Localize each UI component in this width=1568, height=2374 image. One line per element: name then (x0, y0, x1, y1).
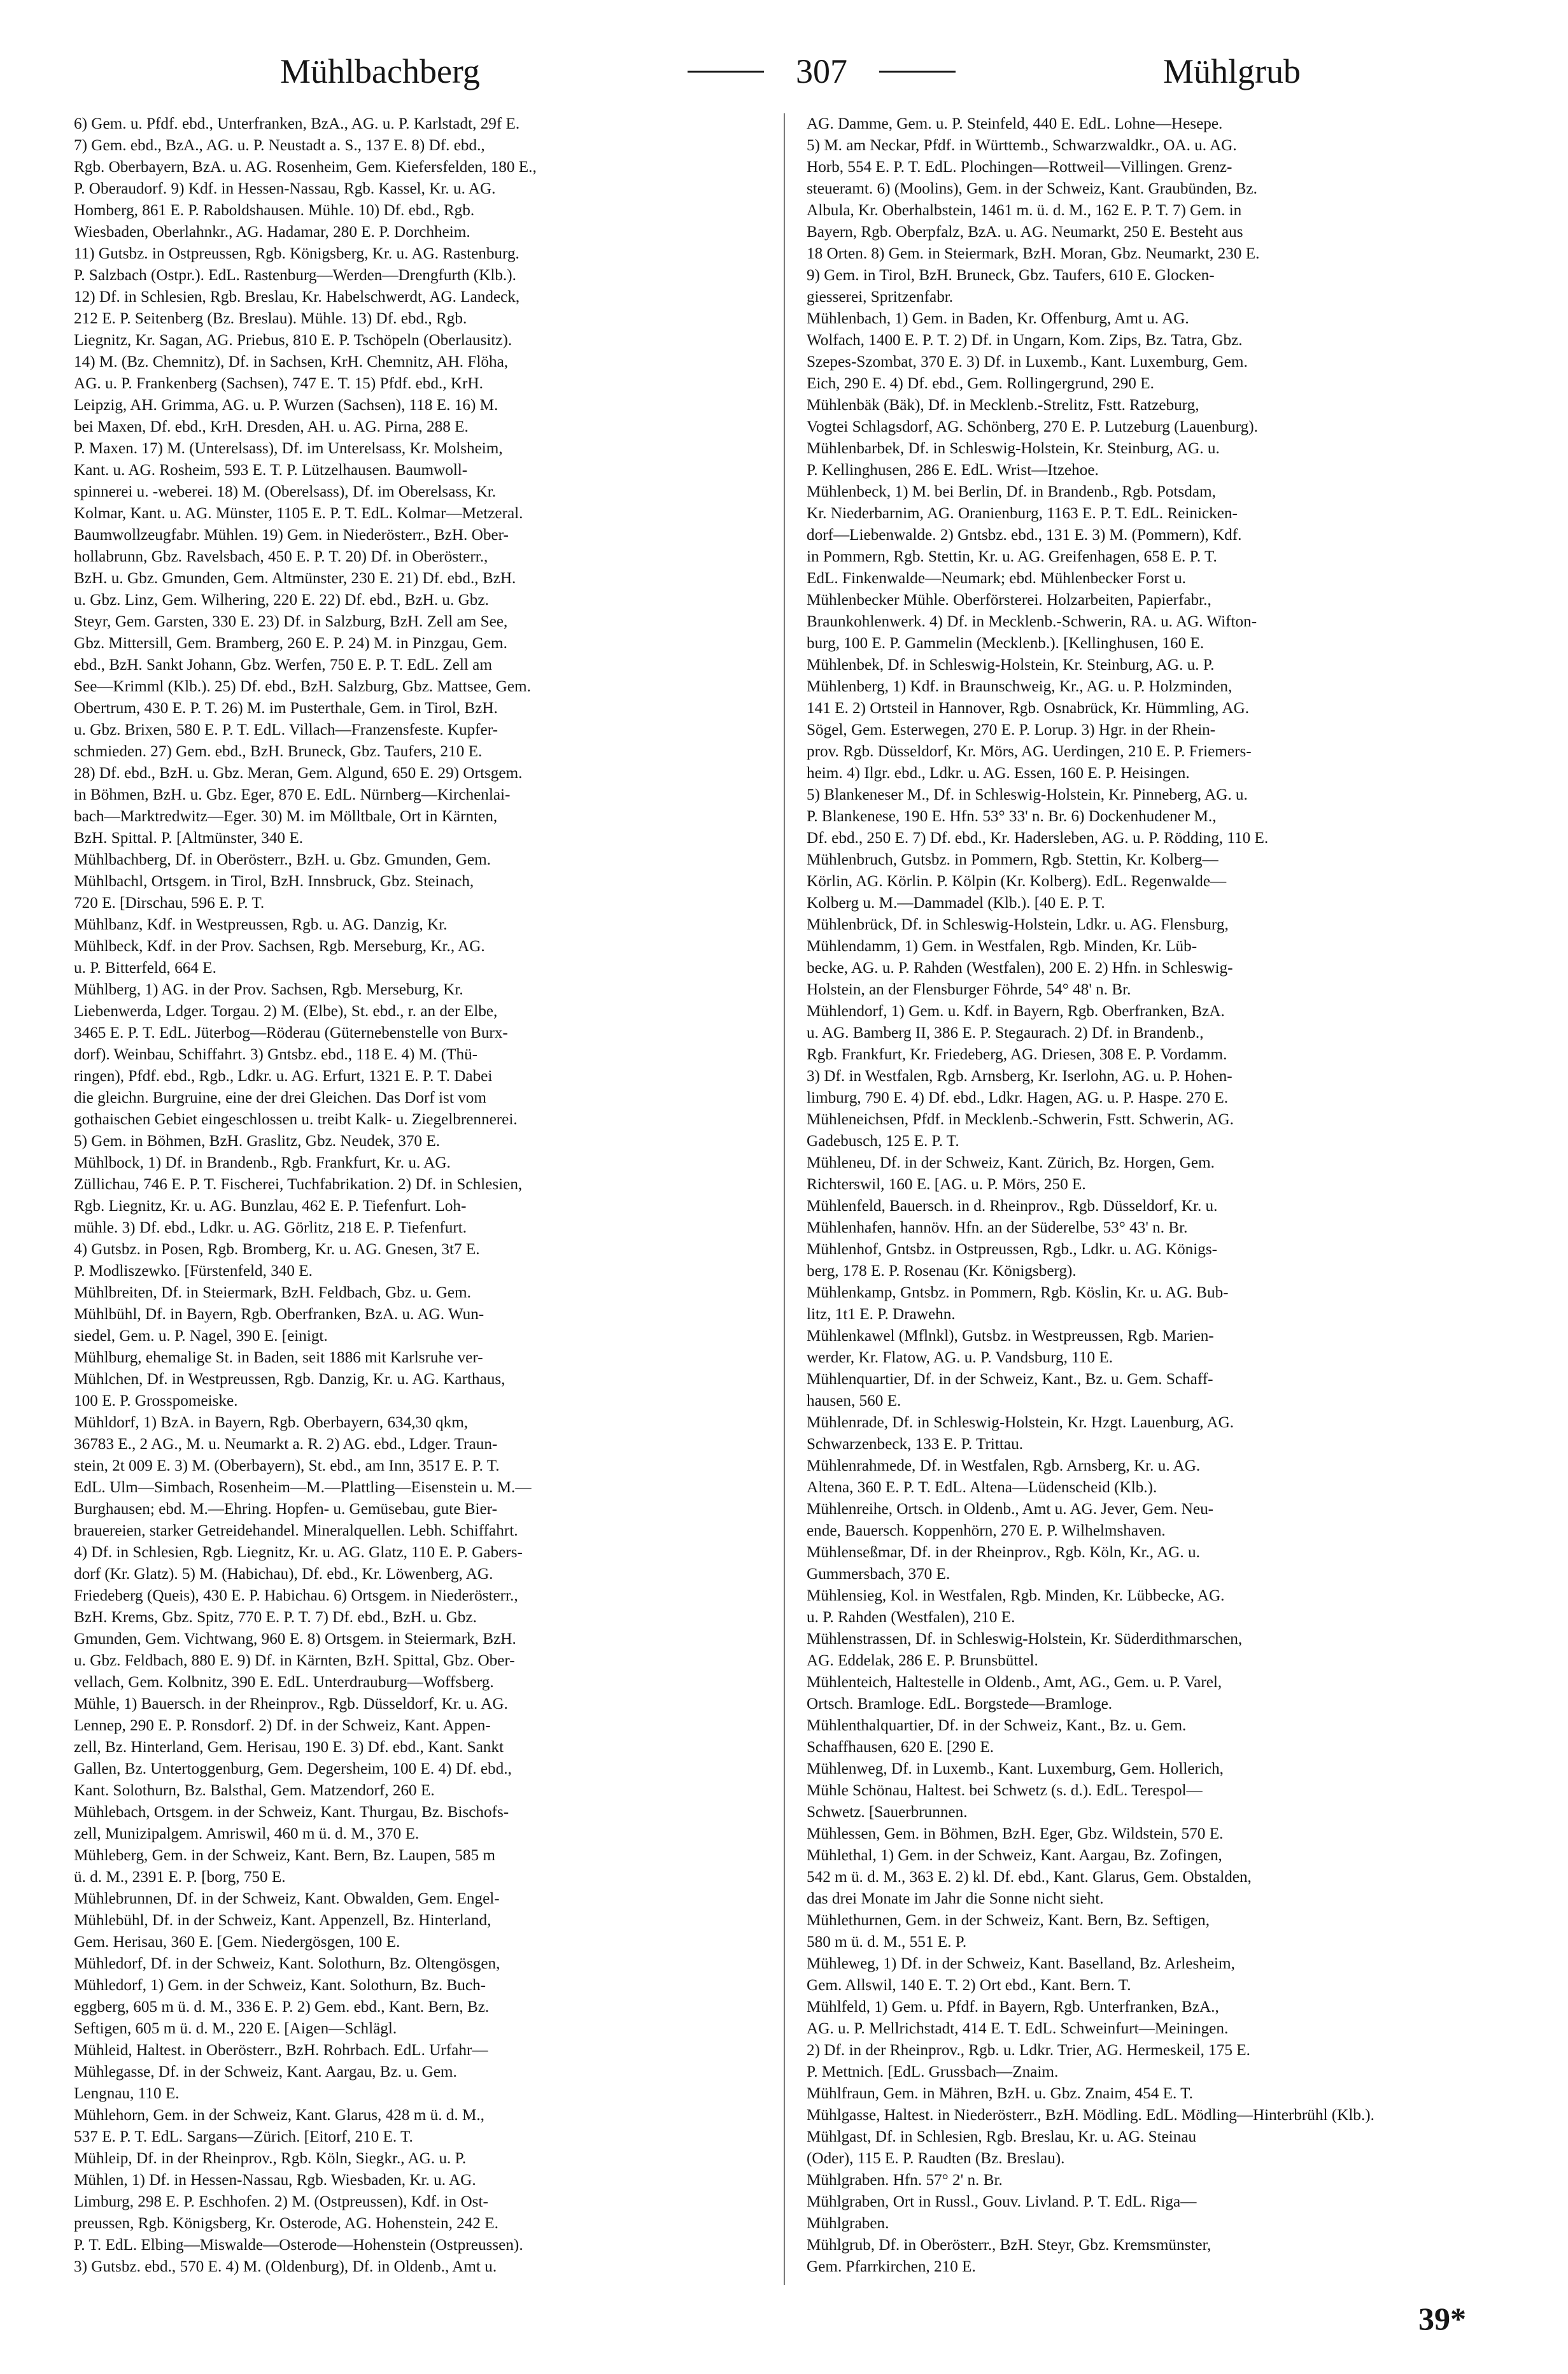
entry-line: u. P. Rahden (Westfalen), 210 E. (807, 1609, 1015, 1626)
entry-line: u. Gbz. Brixen, 580 E. P. T. EdL. Villach—Franzensfeste. Kupfer- (74, 721, 498, 738)
entry-line: 3) Gutsbz. ebd., 570 E. 4) M. (Oldenburg), Df. in Oldenb., Amt u. (74, 2258, 497, 2275)
entry-line: giesserei, Spritzenfabr. (807, 288, 954, 306)
entry-line: Liegnitz, Kr. Sagan, AG. Priebus, 810 E. P. Tschöpeln (Oberlausitz). (74, 332, 512, 349)
entry-line: P. Blankenese, 190 E. Hfn. 53° 33' n. Br. 6) Dockenhudener M., (807, 808, 1217, 825)
entry-line: Vogtei Schlagsdorf, AG. Schönberg, 270 E. P. Lutzeburg (Lauenburg). (807, 418, 1258, 435)
entry-line: Kolberg u. M.—Dammadel (Klb.). [40 E. P. T. (807, 894, 1105, 912)
entry-line: zell, Munizipalgem. Amriswil, 460 m ü. d. M., 370 E. (74, 1825, 420, 1842)
entry-line: Mühle Schönau, Haltest. bei Schwetz (s. d.). EdL. Terespol— (807, 1782, 1203, 1799)
entry-line: u. Gbz. Feldbach, 880 E. 9) Df. in Kärnten, BzH. Spittal, Gbz. Ober- (74, 1652, 515, 1669)
entry-line: hollabrunn, Gbz. Ravelsbach, 450 E. P. T. 20) Df. in Oberösterr., (74, 548, 488, 565)
entry-line: (Oder), 115 E. P. Raudten (Bz. Breslau). (807, 2150, 1065, 2167)
entry-line: werder, Kr. Flatow, AG. u. P. Vandsburg, 110 E. (807, 1349, 1113, 1366)
entry-line: Mühlenthalquartier, Df. in der Schweiz, Kant., Bz. u. Gem. (807, 1717, 1187, 1734)
entry-line: dorf). Weinbau, Schiffahrt. 3) Gntsbz. ebd., 118 E. 4) M. (Thü- (74, 1046, 478, 1063)
entry-line: becke, AG. u. P. Rahden (Westfalen), 200 E. 2) Hfn. in Schleswig- (807, 959, 1233, 977)
entry-line: Sögel, Gem. Esterwegen, 270 E. P. Lorup. 3) Hgr. in der Rhein- (807, 721, 1216, 738)
entry-line: P. Maxen. 17) M. (Unterelsass), Df. im Unterelsass, Kr. Molsheim, (74, 440, 503, 457)
entry-line: Gem. Pfarrkirchen, 210 E. (807, 2258, 976, 2275)
entry-line: Mühldorf, 1) BzA. in Bayern, Rgb. Oberbayern, 634,30 qkm, (74, 1414, 469, 1431)
entry-line: in Böhmen, BzH. u. Gbz. Eger, 870 E. EdL. Nürnberg—Kirchenlai- (74, 786, 511, 803)
entry-line: 28) Df. ebd., BzH. u. Gbz. Meran, Gem. Algund, 650 E. 29) Ortsgem. (74, 765, 523, 782)
entry-line: Gmunden, Gem. Vichtwang, 960 E. 8) Ortsgem. in Steiermark, BzH. (74, 1630, 516, 1648)
entry-line: Schwarzenbeck, 133 E. P. Trittau. (807, 1436, 1023, 1453)
entry-line: 141 E. 2) Ortsteil in Hannover, Rgb. Osnabrück, Kr. Hümmling, AG. (807, 700, 1250, 717)
entry-line: Gallen, Bz. Untertoggenburg, Gem. Degersheim, 100 E. 4) Df. ebd., (74, 1760, 512, 1777)
entry-line: EdL. Finkenwalde—Neumark; ebd. Mühlenbecker Forst u. (807, 570, 1186, 587)
entry-line: Mühlenberg, 1) Kdf. in Braunschweig, Kr., AG. u. P. Holzminden, (807, 678, 1233, 695)
entry-line: Mühlenweg, Df. in Luxemb., Kant. Luxemburg, Gem. Hollerich, (807, 1760, 1224, 1777)
entry-line: Horb, 554 E. P. T. EdL. Plochingen—Rottweil—Villingen. Grenz- (807, 159, 1233, 176)
entry-line: berg, 178 E. P. Rosenau (Kr. Königsberg). (807, 1262, 1077, 1280)
page-number: 307 (795, 52, 847, 90)
entry-line: Gadebusch, 125 E. P. T. (807, 1133, 959, 1150)
entry-line: Albula, Kr. Oberhalbstein, 1461 m. ü. d. M., 162 E. P. T. 7) Gem. in (807, 202, 1242, 219)
entry-line: Mühlfraun, Gem. in Mähren, BzH. u. Gbz. Znaim, 454 E. T. (807, 2085, 1193, 2102)
entry-line: ende, Bauersch. Koppenhörn, 270 E. P. Wilhelmshaven. (807, 1522, 1166, 1539)
entry-line: Mühlenbarbek, Df. in Schleswig-Holstein, Kr. Steinburg, AG. u. (807, 440, 1220, 457)
entry-line: steueramt. 6) (Moolins), Gem. in der Schweiz, Kant. Graubünden, Bz. (807, 180, 1257, 197)
entry-line: Lennep, 290 E. P. Ronsdorf. 2) Df. in der Schweiz, Kant. Appen- (74, 1717, 491, 1734)
entry-line: AG. Eddelak, 286 E. P. Brunsbüttel. (807, 1652, 1038, 1669)
entry-line: Baumwollzeugfabr. Mühlen. 19) Gem. in Niederösterr., BzH. Ober- (74, 526, 509, 544)
entry-line: Gbz. Mittersill, Gem. Bramberg, 260 E. P. 24) M. in Pinzgau, Gem. (74, 635, 507, 652)
entry-line: Mühlgraben. (807, 2215, 889, 2232)
header-page-number-group (688, 52, 956, 91)
entry-line: 3) Df. in Westfalen, Rgb. Arnsberg, Kr. Iserlohn, AG. u. P. Hohen- (807, 1068, 1233, 1085)
entry-line: Wiesbaden, Oberlahnkr., AG. Hadamar, 280 E. P. Dorchheim. (74, 223, 470, 241)
entry-line: 100 E. P. Grosspomeiske. (74, 1392, 238, 1410)
entry-line: Mühlenbach, 1) Gem. in Baden, Kr. Offenburg, Amt u. AG. (807, 310, 1189, 327)
entry-line: Obertrum, 430 E. P. T. 26) M. im Pusterthale, Gem. in Tirol, BzH. (74, 700, 498, 717)
entry-line: Mühlgraben, Ort in Russl., Gouv. Livland. P. T. EdL. Riga— (807, 2193, 1197, 2210)
entry-line: Mühleid, Haltest. in Oberösterr., BzH. Rohrbach. EdL. Urfahr— (74, 2042, 488, 2059)
entry-line: Mühlenkawel (Mflnkl), Gutsbz. in Westpreussen, Rgb. Marien- (807, 1327, 1214, 1345)
entry-line: Mühlbeck, Kdf. in der Prov. Sachsen, Rgb. Merseburg, Kr., AG. (74, 938, 485, 955)
entry-line: Gummersbach, 370 E. (807, 1565, 950, 1583)
entry-line: Mühlebrunnen, Df. in der Schweiz, Kant. Obwalden, Gem. Engel- (74, 1890, 500, 1907)
entry-line: mühle. 3) Df. ebd., Ldkr. u. AG. Görlitz, 218 E. P. Tiefenfurt. (74, 1219, 467, 1236)
entry-line: Mühlenquartier, Df. in der Schweiz, Kant., Bz. u. Gem. Schaff- (807, 1371, 1213, 1388)
entry-line: ringen), Pfdf. ebd., Rgb., Ldkr. u. AG. Erfurt, 1321 E. P. T. Dabei (74, 1068, 493, 1085)
entry-line: ü. d. M., 2391 E. P. [borg, 750 E. (74, 1869, 286, 1886)
column-divider (784, 113, 785, 2285)
entry-line: die gleichn. Burgruine, eine der drei Gleichen. Das Dorf ist vom (74, 1089, 486, 1106)
entry-line: EdL. Ulm—Simbach, Rosenheim—M.—Plattling—Eisenstein u. M.— (74, 1479, 532, 1496)
entry-line: Mühlessen, Gem. in Böhmen, BzH. Eger, Gbz. Wildstein, 570 E. (807, 1825, 1224, 1842)
entry-line: Mühlethal, 1) Gem. in der Schweiz, Kant. Aargau, Bz. Zofingen, (807, 1847, 1222, 1864)
entry-line: Szepes-Szombat, 370 E. 3) Df. in Luxemb., Kant. Luxemburg, Gem. (807, 353, 1248, 371)
entry-line: Gem. Herisau, 360 E. [Gem. Niedergösgen, 100 E. (74, 1933, 400, 1951)
entry-line: Homberg, 861 E. P. Raboldshausen. Mühle. 10) Df. ebd., Rgb. (74, 202, 475, 219)
entry-line: stein, 2t 009 E. 3) M. (Oberbayern), St. ebd., am Inn, 3517 E. P. T. (74, 1457, 500, 1474)
entry-line: Mühlenbruch, Gutsbz. in Pommern, Rgb. Stettin, Kr. Kolberg— (807, 851, 1218, 868)
entry-line: Mühlfeld, 1) Gem. u. Pfdf. in Bayern, Rgb. Unterfranken, BzA., (807, 1998, 1219, 2016)
entry-line: Mühleberg, Gem. in der Schweiz, Kant. Bern, Bz. Laupen, 585 m (74, 1847, 495, 1864)
entry-line: 537 E. P. T. EdL. Sargans—Zürich. [Eitorf, 210 E. T. (74, 2128, 413, 2145)
entry-line: Leipzig, AH. Grimma, AG. u. P. Wurzen (Sachsen), 118 E. 16) M. (74, 397, 498, 414)
entry-line: Körlin, AG. Körlin. P. Kölpin (Kr. Kolberg). EdL. Regenwalde— (807, 873, 1227, 890)
entry-line: P. Oberaudorf. 9) Kdf. in Hessen-Nassau, Rgb. Kassel, Kr. u. AG. (74, 180, 496, 197)
entry-line: Mühlethurnen, Gem. in der Schweiz, Kant. Bern, Bz. Seftigen, (807, 1912, 1210, 1929)
header-right-catchword: Mühlgrub (1163, 52, 1301, 90)
entry-line: 4) Gutsbz. in Posen, Rgb. Bromberg, Kr. u. AG. Gnesen, 3t7 E. (74, 1241, 480, 1258)
entry-line: siedel, Gem. u. P. Nagel, 390 E. [einigt. (74, 1327, 328, 1345)
entry-line: Mühlgast, Df. in Schlesien, Rgb. Breslau, Kr. u. AG. Steinau (807, 2128, 1197, 2145)
entry-line: Mühlbock, 1) Df. in Brandenb., Rgb. Frankfurt, Kr. u. AG. (74, 1154, 451, 1171)
entry-line: 36783 E., 2 AG., M. u. Neumarkt a. R. 2) AG. ebd., Ldger. Traun- (74, 1436, 498, 1453)
entry-line: spinnerei u. -weberei. 18) M. (Oberelsass), Df. im Oberelsass, Kr. (74, 483, 497, 500)
entry-line: Mühlgraben. Hfn. 57° 2' n. Br. (807, 2172, 1003, 2189)
header-dash-left (688, 71, 764, 73)
entry-line: Mühlenbrück, Df. in Schleswig-Holstein, Ldkr. u. AG. Flensburg, (807, 916, 1229, 933)
entry-line: BzH. Spittal. P. [Altmünster, 340 E. (74, 830, 304, 847)
entry-line: Mühledorf, Df. in der Schweiz, Kant. Solothurn, Bz. Oltengösgen, (74, 1955, 500, 1972)
entry-line: 12) Df. in Schlesien, Rgb. Breslau, Kr. Habelschwerdt, AG. Landeck, (74, 288, 520, 306)
entry-line: 3465 E. P. T. EdL. Jüterbog—Röderau (Güternebenstelle von Burx- (74, 1024, 508, 1042)
entry-line: in Pommern, Rgb. Stettin, Kr. u. AG. Greifenhagen, 658 E. P. T. (807, 548, 1217, 565)
entry-line: schmieden. 27) Gem. ebd., BzH. Bruneck, Gbz. Taufers, 210 E. (74, 743, 483, 760)
entry-line: Mühlbreiten, Df. in Steiermark, BzH. Feldbach, Gbz. u. Gem. (74, 1284, 471, 1301)
entry-line: Schwetz. [Sauerbrunnen. (807, 1804, 968, 1821)
entry-line: ebd., BzH. Sankt Johann, Gbz. Werfen, 750 E. P. T. EdL. Zell am (74, 656, 492, 674)
entry-line: AG. u. P. Mellrichstadt, 414 E. T. EdL. Schweinfurt—Meiningen. (807, 2020, 1229, 2037)
entry-line: Df. ebd., 250 E. 7) Df. ebd., Kr. Hadersleben, AG. u. P. Rödding, 110 E. (807, 830, 1269, 847)
entry-line: Ortsch. Bramloge. EdL. Borgstede—Bramloge. (807, 1695, 1113, 1713)
entry-line: Mühlgasse, Haltest. in Niederösterr., BzH. Mödling. EdL. Mödling—Hinterbrühl (Klb.). (807, 2107, 1374, 2124)
entry-line: Richterswil, 160 E. [AG. u. P. Mörs, 250 E. (807, 1176, 1086, 1193)
entry-line: See—Krimml (Klb.). 25) Df. ebd., BzH. Salzburg, Gbz. Mattsee, Gem. (74, 678, 531, 695)
entry-line: Mühlen, 1) Df. in Hessen-Nassau, Rgb. Wiesbaden, Kr. u. AG. (74, 2172, 476, 2189)
entry-line: gothaischen Gebiet eingeschlossen u. treibt Kalk- u. Ziegelbrennerei. (74, 1111, 518, 1128)
entry-line: 542 m ü. d. M., 363 E. 2) kl. Df. ebd., Kant. Glarus, Gem. Obstalden, (807, 1869, 1252, 1886)
page-header (76, 46, 1492, 97)
entry-line: P. Mettnich. [EdL. Grussbach—Znaim. (807, 2063, 1059, 2081)
entry-line: Mühlbachberg, Df. in Oberösterr., BzH. u. Gbz. Gmunden, Gem. (74, 851, 491, 868)
entry-line: Mühlbachl, Ortsgem. in Tirol, BzH. Innsbruck, Gbz. Steinach, (74, 873, 474, 890)
entry-line: Mühlendamm, 1) Gem. in Westfalen, Rgb. Minden, Kr. Lüb- (807, 938, 1197, 955)
entry-line: Wolfach, 1400 E. P. T. 2) Df. in Ungarn, Kom. Zips, Bz. Tatra, Gbz. (807, 332, 1243, 349)
entry-line: Eich, 290 E. 4) Df. ebd., Gem. Rollingergrund, 290 E. (807, 375, 1154, 392)
entry-line: Rgb. Frankfurt, Kr. Friedeberg, AG. Driesen, 308 E. P. Vordamm. (807, 1046, 1227, 1063)
entry-line: Mühlendorf, 1) Gem. u. Kdf. in Bayern, Rgb. Oberfranken, BzA. (807, 1003, 1225, 1020)
entry-line: Mühlchen, Df. in Westpreussen, Rgb. Danzig, Kr. u. AG. Karthaus, (74, 1371, 505, 1388)
entry-line: preussen, Rgb. Königsberg, Kr. Osterode, AG. Hohenstein, 242 E. (74, 2215, 498, 2232)
entry-line: BzH. u. Gbz. Gmunden, Gem. Altmünster, 230 E. 21) Df. ebd., BzH. (74, 570, 516, 587)
entry-line: P. T. EdL. Elbing—Miswalde—Osterode—Hohenstein (Ostpreussen). (74, 2236, 523, 2254)
entry-line: Mühlebach, Ortsgem. in der Schweiz, Kant. Thurgau, Bz. Bischofs- (74, 1804, 509, 1821)
entry-line: Züllichau, 746 E. P. T. Fischerei, Tuchfabrikation. 2) Df. in Schlesien, (74, 1176, 523, 1193)
header-left-catchword: Mühlbachberg (280, 52, 480, 90)
entry-line: Mühlenrahmede, Df. in Westfalen, Rgb. Arnsberg, Kr. u. AG. (807, 1457, 1201, 1474)
entry-line: Mühleneu, Df. in der Schweiz, Kant. Zürich, Bz. Horgen, Gem. (807, 1154, 1215, 1171)
entry-line: 2) Df. in der Rheinprov., Rgb. u. Ldkr. Trier, AG. Hermeskeil, 175 E. (807, 2042, 1250, 2059)
entry-line: bach—Marktredwitz—Eger. 30) M. im Mölltbale, Ort in Kärnten, (74, 808, 498, 825)
entry-line: Limburg, 298 E. P. Eschhofen. 2) M. (Ostpreussen), Kdf. in Ost- (74, 2193, 488, 2210)
entry-line: bei Maxen, Df. ebd., KrH. Dresden, AH. u. AG. Pirna, 288 E. (74, 418, 469, 435)
entry-line: Kant. Solothurn, Bz. Balsthal, Gem. Matzendorf, 260 E. (74, 1782, 435, 1799)
entry-line: 212 E. P. Seitenberg (Bz. Breslau). Mühle. 13) Df. ebd., Rgb. (74, 310, 467, 327)
entry-line: 5) Gem. in Böhmen, BzH. Graslitz, Gbz. Neudek, 370 E. (74, 1133, 440, 1150)
entry-line: Friedeberg (Queis), 430 E. P. Habichau. 6) Ortsgem. in Niederösterr., (74, 1587, 518, 1604)
entry-line: das drei Monate im Jahr die Sonne nicht sieht. (807, 1890, 1104, 1907)
entry-line: P. Kellinghusen, 286 E. EdL. Wrist—Itzehoe. (807, 462, 1099, 479)
entry-line: Mühlenbäk (Bäk), Df. in Mecklenb.-Strelitz, Fstt. Ratzeburg, (807, 397, 1199, 414)
entry-line: burg, 100 E. P. Gammelin (Mecklenb.). [Kellinghusen, 160 E. (807, 635, 1204, 652)
entry-line: Rgb. Liegnitz, Kr. u. AG. Bunzlau, 462 E. P. Tiefenfurt. Loh- (74, 1198, 467, 1215)
entry-line: Mühlenteich, Haltestelle in Oldenb., Amt, AG., Gem. u. P. Varel, (807, 1674, 1222, 1691)
entry-line: Mühlensieg, Kol. in Westfalen, Rgb. Minden, Kr. Lübbecke, AG. (807, 1587, 1225, 1604)
entry-line: Mühleweg, 1) Df. in der Schweiz, Kant. Baselland, Bz. Arlesheim, (807, 1955, 1235, 1972)
entry-line: zell, Bz. Hinterland, Gem. Herisau, 190 E. 3) Df. ebd., Kant. Sankt (74, 1739, 504, 1756)
entry-line: litz, 1t1 E. P. Drawehn. (807, 1306, 956, 1323)
entry-line: 14) M. (Bz. Chemnitz), Df. in Sachsen, KrH. Chemnitz, AH. Flöha, (74, 353, 509, 371)
entry-line: Kr. Niederbarnim, AG. Oranienburg, 1163 E. P. T. EdL. Reinicken- (807, 505, 1238, 522)
entry-line: 720 E. [Dirschau, 596 E. P. T. (74, 894, 265, 912)
entry-line: Bayern, Rgb. Oberpfalz, BzA. u. AG. Neumarkt, 250 E. Besteht aus (807, 223, 1243, 241)
entry-line: Mühledorf, 1) Gem. in der Schweiz, Kant. Solothurn, Bz. Buch- (74, 1977, 486, 1994)
entry-line: Rgb. Oberbayern, BzA. u. AG. Rosenheim, Gem. Kiefersfelden, 180 E., (74, 159, 537, 176)
entry-line: Braunkohlenwerk. 4) Df. in Mecklenb.-Schwerin, RA. u. AG. Wifton- (807, 613, 1257, 630)
entry-line: u. Gbz. Linz, Gem. Wilhering, 220 E. 22) Df. ebd., BzH. u. Gbz. (74, 591, 489, 609)
entry-line: Mühlebühl, Df. in der Schweiz, Kant. Appenzell, Bz. Hinterland, (74, 1912, 491, 1929)
entry-line: Mühlenbecker Mühle. Oberförsterei. Holzarbeiten, Papierfabr., (807, 591, 1211, 609)
entry-line: Mühlenseßmar, Df. in der Rheinprov., Rgb. Köln, Kr., AG. u. (807, 1544, 1200, 1561)
signature-mark: 39* (1418, 2301, 1466, 2336)
entry-line: Burghausen; ebd. M.—Ehring. Hopfen- u. Gemüsebau, gute Bier- (74, 1501, 497, 1518)
entry-line: Mühlenhafen, hannöv. Hfn. an der Süderelbe, 53° 43' n. Br. (807, 1219, 1188, 1236)
entry-line: 9) Gem. in Tirol, BzH. Bruneck, Gbz. Taufers, 610 E. Glocken- (807, 267, 1215, 284)
entry-line: limburg, 790 E. 4) Df. ebd., Ldkr. Hagen, AG. u. P. Haspe. 270 E. (807, 1089, 1229, 1106)
entry-line: Mühlenstrassen, Df. in Schleswig-Holstein, Kr. Süderdithmarschen, (807, 1630, 1243, 1648)
left-column (74, 113, 761, 2285)
entry-line: P. Modliszewko. [Fürstenfeld, 340 E. (74, 1262, 313, 1280)
header-dash-right (879, 71, 956, 73)
entry-line: Mühleip, Df. in der Rheinprov., Rgb. Köln, Siegkr., AG. u. P. (74, 2150, 467, 2167)
entry-line: Mühlenbek, Df. in Schleswig-Holstein, Kr. Steinburg, AG. u. P. (807, 656, 1215, 674)
entry-line: Seftigen, 605 m ü. d. M., 220 E. [Aigen—Schlägl. (74, 2020, 397, 2037)
entry-line: Mühlbanz, Kdf. in Westpreussen, Rgb. u. AG. Danzig, Kr. (74, 916, 448, 933)
entry-line: 6) Gem. u. Pfdf. ebd., Unterfranken, BzA., AG. u. P. Karlstadt, 29f E. (74, 115, 520, 132)
entry-line: Mühlenkamp, Gntsbz. in Pommern, Rgb. Köslin, Kr. u. AG. Bub- (807, 1284, 1229, 1301)
entry-line: Steyr, Gem. Garsten, 330 E. 23) Df. in Salzburg, BzH. Zell am See, (74, 613, 508, 630)
entry-line: u. P. Bitterfeld, 664 E. (74, 959, 216, 977)
entry-line: Mühlenreihe, Ortsch. in Oldenb., Amt u. AG. Jever, Gem. Neu- (807, 1501, 1214, 1518)
entry-line: P. Salzbach (Ostpr.). EdL. Rastenburg—Werden—Drengfurth (Klb.). (74, 267, 516, 284)
entry-line: Mühlehorn, Gem. in der Schweiz, Kant. Glarus, 428 m ü. d. M., (74, 2107, 484, 2124)
entry-line: eggberg, 605 m ü. d. M., 336 E. P. 2) Gem. ebd., Kant. Bern, Bz. (74, 1998, 490, 2016)
entry-line: Mühlegasse, Df. in der Schweiz, Kant. Aargau, Bz. u. Gem. (74, 2063, 457, 2081)
entry-line: Altena, 360 E. P. T. EdL. Altena—Lüdenscheid (Klb.). (807, 1479, 1157, 1496)
entry-line: prov. Rgb. Düsseldorf, Kr. Mörs, AG. Uerdingen, 210 E. P. Friemers- (807, 743, 1252, 760)
entry-line: Mühle, 1) Bauersch. in der Rheinprov., Rgb. Düsseldorf, Kr. u. AG. (74, 1695, 508, 1713)
entry-line: Lengnau, 110 E. (74, 2085, 180, 2102)
entry-line: Mühlberg, 1) AG. in der Prov. Sachsen, Rgb. Merseburg, Kr. (74, 981, 463, 998)
entry-line: Kolmar, Kant. u. AG. Münster, 1105 E. P. T. EdL. Kolmar—Metzeral. (74, 505, 523, 522)
entry-line: Gem. Allswil, 140 E. T. 2) Ort ebd., Kant. Bern. T. (807, 1977, 1131, 1994)
entry-line: Mühlenfeld, Bauersch. in d. Rheinprov., Rgb. Düsseldorf, Kr. u. (807, 1198, 1218, 1215)
entry-line: u. AG. Bamberg II, 386 E. P. Stegaurach. 2) Df. in Brandenb., (807, 1024, 1204, 1042)
right-column (807, 113, 1494, 2285)
entry-line: Kant. u. AG. Rosheim, 593 E. T. P. Lützelhausen. Baumwoll- (74, 462, 468, 479)
text-columns (74, 113, 1494, 2285)
entry-line: 5) M. am Neckar, Pfdf. in Württemb., Schwarzwaldkr., OA. u. AG. (807, 137, 1237, 154)
entry-line: Mühlenhof, Gntsbz. in Ostpreussen, Rgb., Ldkr. u. AG. Königs- (807, 1241, 1218, 1258)
entry-line: 7) Gem. ebd., BzA., AG. u. P. Neustadt a. S., 137 E. 8) Df. ebd., (74, 137, 485, 154)
entry-line: Holstein, an der Flensburger Föhrde, 54° 48' n. Br. (807, 981, 1131, 998)
entry-line: AG. Damme, Gem. u. P. Steinfeld, 440 E. EdL. Lohne—Hesepe. (807, 115, 1223, 132)
entry-line: Mühlgrub, Df. in Oberösterr., BzH. Steyr, Gbz. Kremsmünster, (807, 2236, 1211, 2254)
entry-line: Schaffhausen, 620 E. [290 E. (807, 1739, 994, 1756)
entry-line: brauereien, starker Getreidehandel. Mineralquellen. Lebh. Schiffahrt. (74, 1522, 518, 1539)
entry-line: vellach, Gem. Kolbnitz, 390 E. EdL. Unterdrauburg—Woffsberg. (74, 1674, 494, 1691)
entry-line: Mühlbühl, Df. in Bayern, Rgb. Oberfranken, BzA. u. AG. Wun- (74, 1306, 484, 1323)
entry-line: BzH. Krems, Gbz. Spitz, 770 E. P. T. 7) Df. ebd., BzH. u. Gbz. (74, 1609, 477, 1626)
entry-line: Mühleneichsen, Pfdf. in Mecklenb.-Schwerin, Fstt. Schwerin, AG. (807, 1111, 1234, 1128)
entry-line: Mühlenbeck, 1) M. bei Berlin, Df. in Brandenb., Rgb. Potsdam, (807, 483, 1216, 500)
entry-line: dorf—Liebenwalde. 2) Gntsbz. ebd., 131 E. 3) M. (Pommern), Kdf. (807, 526, 1242, 544)
entry-line: 4) Df. in Schlesien, Rgb. Liegnitz, Kr. u. AG. Glatz, 110 E. P. Gabers- (74, 1544, 523, 1561)
entry-line: Mühlburg, ehemalige St. in Baden, seit 1886 mit Karlsruhe ver- (74, 1349, 483, 1366)
entry-line: 580 m ü. d. M., 551 E. P. (807, 1933, 967, 1951)
entry-line: Liebenwerda, Ldger. Torgau. 2) M. (Elbe), St. ebd., r. an der Elbe, (74, 1003, 498, 1020)
entry-line: 11) Gutsbz. in Ostpreussen, Rgb. Königsberg, Kr. u. AG. Rastenburg. (74, 245, 519, 262)
entry-line: dorf (Kr. Glatz). 5) M. (Habichau), Df. ebd., Kr. Löwenberg, AG. (74, 1565, 493, 1583)
entry-line: 5) Blankeneser M., Df. in Schleswig-Holstein, Kr. Pinneberg, AG. u. (807, 786, 1248, 803)
entry-line: 18 Orten. 8) Gem. in Steiermark, BzH. Moran, Gbz. Neumarkt, 230 E. (807, 245, 1260, 262)
entry-line: Mühlenrade, Df. in Schleswig-Holstein, Kr. Hzgt. Lauenburg, AG. (807, 1414, 1234, 1431)
entry-line: hausen, 560 E. (807, 1392, 901, 1410)
entry-line: heim. 4) Ilgr. ebd., Ldkr. u. AG. Essen, 160 E. P. Heisingen. (807, 765, 1190, 782)
entry-line: AG. u. P. Frankenberg (Sachsen), 747 E. T. 15) Pfdf. ebd., KrH. (74, 375, 483, 392)
